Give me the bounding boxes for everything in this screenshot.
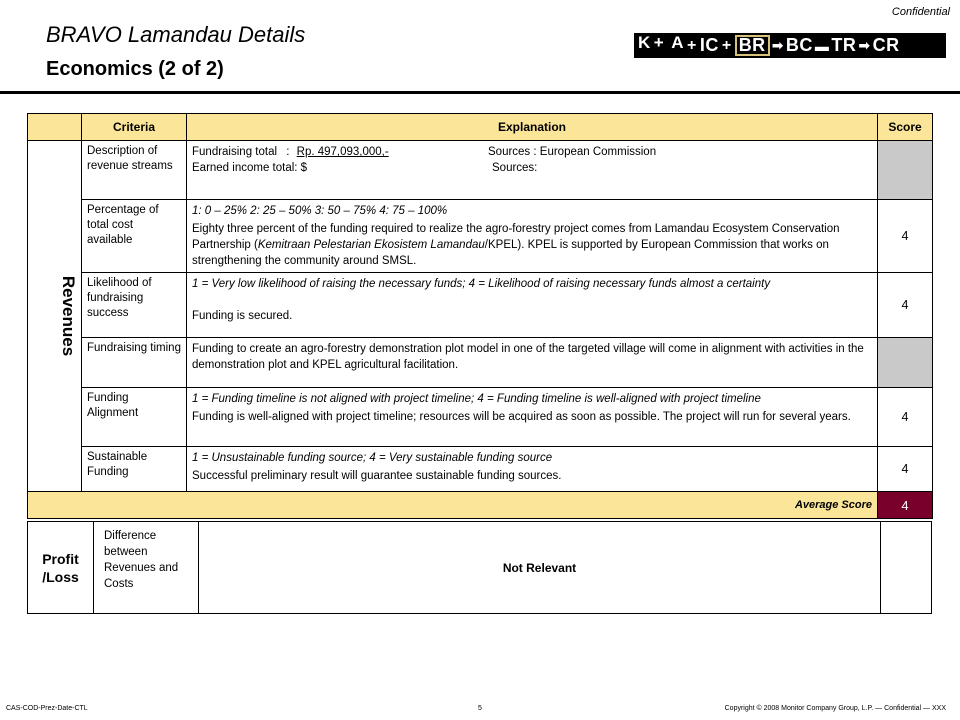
revenues-section-label: Revenues [59,275,79,357]
explanation-text-part: /KPEL). KPEL is supported by European Commission that works on strengthening the community around SMSL. [192,239,829,267]
score-cell: 4 [878,388,933,447]
score-cell: 4 [878,447,933,492]
scoring-scale: 1 = Very low likelihood of raising the necessary funds; 4 = Likelihood of raising necessary funds almost a certainty [192,278,771,290]
scoring-scale: 1 = Funding timeline is not aligned with project timeline; 4 = Funding timeline is well-aligned with project timeline [192,393,761,405]
fundraising-separator: : [286,146,290,158]
score-cell [878,141,933,200]
table-row [28,388,933,447]
explanation-text-part: Eighty three percent of the funding required to realize the agro-forestry project comes from Lamandau Ecosystem Conservation Partnership ( [192,223,840,251]
score-cell: 4 [878,200,933,273]
criteria-cell: Description of revenue streams [82,141,187,200]
average-score-label: Average Score [28,492,878,519]
flow-step-bc: BC [785,35,813,55]
scoring-scale: 1 = Unsustainable funding source; 4 = Very sustainable funding source [192,452,553,464]
explanation-text: Successful preliminary result will guarantee sustainable funding sources. [192,470,562,482]
criteria-cell: Percentage of total cost available [82,200,187,273]
earned-income-label: Earned income total: $ [192,162,308,174]
footer-copyright: Copyright © 2008 Monitor Company Group, L.P. — Confidential — XXX [724,705,946,712]
average-score-row [28,492,933,519]
explanation-text [192,221,872,269]
footer-page-number: 5 [478,705,482,712]
arrow-right-icon: ➡ [771,37,784,53]
criteria-cell: Likelihood of fundraising success [82,273,187,338]
explanation-cell: Funding to create an agro-forestry demonstration plot model in one of the targeted village will come in alignment with activities in the demonstration plot and KPEL agricultural facilitation. [187,338,878,388]
fundraising-total-value: Rp. 497,093,000,- [296,146,389,158]
table-row [28,141,933,200]
profit-loss-section [27,521,932,614]
plus-icon: + [721,36,732,54]
flow-step-tr: TR [831,35,857,55]
flow-step-cr: CR [872,35,900,55]
process-flow-logo [634,33,946,58]
criteria-cell: Funding Alignment [82,388,187,447]
arrow-right-icon: ➡ [858,37,871,53]
title-divider [0,91,960,94]
criteria-cell: Fundraising timing [82,338,187,388]
fundraising-total-label: Fundraising total [192,146,278,158]
flow-step-br: BR [735,35,770,56]
table-row [28,447,933,492]
average-score-value: 4 [878,492,933,519]
flow-step-ic: IC [699,35,719,55]
sources-secondary: Sources: [492,162,538,174]
revenues-table [27,113,933,519]
profit-loss-label: Profit /Loss [42,550,79,585]
explanation-cell [187,447,878,492]
table-row [28,200,933,273]
table-header-row [28,114,933,141]
explanation-text: Funding is well-aligned with project timeline; resources will be acquired as soon as possible. The project will run for several years. [192,411,851,423]
dash-icon: ▬ [814,37,830,54]
sources-primary: Sources : European Commission [488,146,657,158]
revenues-section-cell [28,141,82,492]
profit-loss-explanation: Not Relevant [502,560,577,575]
flow-step-a: A [671,32,684,52]
flow-step-k: K [638,32,651,52]
confidential-label: Confidential [891,6,950,18]
explanation-cell [187,388,878,447]
header-explanation: Explanation [187,114,878,141]
score-cell: 4 [878,273,933,338]
table-row [28,273,933,338]
explanation-cell [187,200,878,273]
explanation-cell [187,141,878,200]
score-cell [878,338,933,388]
explanation-cell [187,273,878,338]
header-score: Score [878,114,933,141]
profit-loss-score-cell [880,522,932,613]
plus-icon: + [687,36,697,54]
header-blank-cell [28,114,82,141]
plus-icon: + [653,32,665,52]
table-row [28,338,933,388]
slide-subtitle: Economics (2 of 2) [46,58,224,80]
header-criteria: Criteria [82,114,187,141]
profit-loss-criteria: Difference between Revenues and Costs [93,522,199,613]
footer-document-code: CAS-COD-Prez-Date-CTL [6,705,88,712]
scoring-scale: 1: 0 – 25% 2: 25 – 50% 3: 50 – 75% 4: 75 – 100% [192,205,448,217]
explanation-text-italic: Kemitraan Pelestarian Ekosistem Lamandau [257,239,485,251]
slide-title: BRAVO Lamandau Details [46,22,306,47]
explanation-text: Funding is secured. [192,310,293,322]
criteria-cell: Sustainable Funding [82,447,187,492]
